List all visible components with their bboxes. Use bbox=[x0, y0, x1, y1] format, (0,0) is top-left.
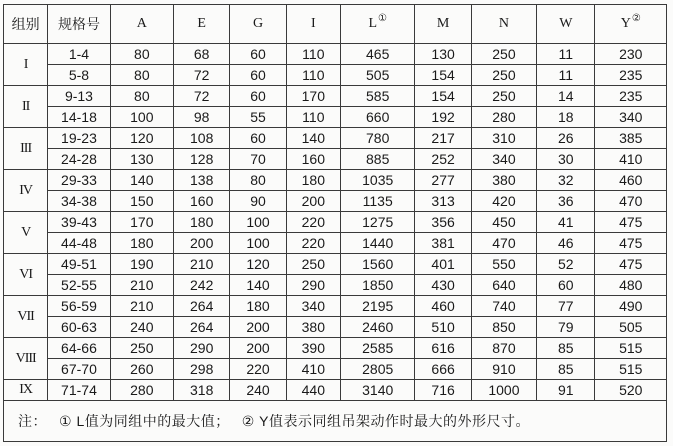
note-cell bbox=[4, 401, 667, 442]
spec-cell: 71-74 bbox=[48, 380, 110, 401]
value-cell-n: 740 bbox=[471, 296, 536, 317]
value-cell-n: 250 bbox=[471, 65, 536, 86]
header-label: 组别 bbox=[11, 16, 40, 32]
table-row bbox=[4, 107, 667, 128]
value-cell-w: 36 bbox=[537, 191, 595, 212]
value-cell-i: 180 bbox=[286, 170, 340, 191]
header-label: W bbox=[559, 16, 573, 31]
table-row bbox=[4, 65, 667, 86]
value-cell-a: 80 bbox=[110, 86, 173, 107]
spec-cell: 29-33 bbox=[48, 170, 110, 191]
value-cell-y: 490 bbox=[595, 296, 667, 317]
value-cell-w: 85 bbox=[537, 359, 595, 380]
value-cell-w: 52 bbox=[537, 254, 595, 275]
value-cell-m: 401 bbox=[415, 254, 471, 275]
spec-cell: 39-43 bbox=[48, 212, 110, 233]
spec-cell: 56-59 bbox=[48, 296, 110, 317]
value-cell-y: 475 bbox=[595, 233, 667, 254]
value-cell-g: 120 bbox=[230, 254, 286, 275]
value-cell-m: 381 bbox=[415, 233, 471, 254]
table-body bbox=[4, 44, 667, 442]
value-cell-m: 460 bbox=[415, 296, 471, 317]
value-cell-i: 200 bbox=[286, 191, 340, 212]
value-cell-m: 277 bbox=[415, 170, 471, 191]
value-cell-a: 210 bbox=[110, 296, 173, 317]
value-cell-a: 140 bbox=[110, 170, 173, 191]
spec-cell: 60-63 bbox=[48, 317, 110, 338]
value-cell-y: 515 bbox=[595, 338, 667, 359]
spec-cell: 9-13 bbox=[48, 86, 110, 107]
value-cell-w: 30 bbox=[537, 149, 595, 170]
value-cell-l: 1275 bbox=[340, 212, 414, 233]
group-cell: VI bbox=[4, 254, 48, 296]
value-cell-i: 290 bbox=[286, 275, 340, 296]
value-cell-l: 3140 bbox=[340, 380, 414, 401]
note-item: ① L值为同组中的最大值； bbox=[59, 413, 230, 429]
value-cell-g: 60 bbox=[230, 86, 286, 107]
header-cell-g bbox=[230, 5, 286, 44]
value-cell-e: 180 bbox=[174, 212, 230, 233]
value-cell-a: 150 bbox=[110, 191, 173, 212]
table-row bbox=[4, 212, 667, 233]
value-cell-i: 160 bbox=[286, 149, 340, 170]
group-cell: III bbox=[4, 128, 48, 170]
value-cell-a: 240 bbox=[110, 317, 173, 338]
value-cell-l: 2195 bbox=[340, 296, 414, 317]
value-cell-n: 850 bbox=[471, 317, 536, 338]
value-cell-n: 870 bbox=[471, 338, 536, 359]
value-cell-i: 220 bbox=[286, 233, 340, 254]
note-row bbox=[4, 401, 667, 442]
value-cell-w: 60 bbox=[537, 275, 595, 296]
value-cell-m: 716 bbox=[415, 380, 471, 401]
value-cell-i: 410 bbox=[286, 359, 340, 380]
value-cell-m: 313 bbox=[415, 191, 471, 212]
value-cell-w: 85 bbox=[537, 338, 595, 359]
value-cell-w: 14 bbox=[537, 86, 595, 107]
header-label: M bbox=[436, 16, 450, 31]
table-row bbox=[4, 296, 667, 317]
value-cell-e: 318 bbox=[174, 380, 230, 401]
value-cell-m: 130 bbox=[415, 44, 471, 65]
value-cell-y: 520 bbox=[595, 380, 667, 401]
value-cell-n: 280 bbox=[471, 107, 536, 128]
value-cell-n: 420 bbox=[471, 191, 536, 212]
spec-cell: 34-38 bbox=[48, 191, 110, 212]
value-cell-a: 80 bbox=[110, 44, 173, 65]
table-row bbox=[4, 317, 667, 338]
spec-cell: 52-55 bbox=[48, 275, 110, 296]
spec-cell: 19-23 bbox=[48, 128, 110, 149]
table-row bbox=[4, 44, 667, 65]
value-cell-w: 32 bbox=[537, 170, 595, 191]
header-cell-w bbox=[537, 5, 595, 44]
table-row bbox=[4, 359, 667, 380]
table-row bbox=[4, 380, 667, 401]
header-label: E bbox=[197, 16, 206, 31]
value-cell-g: 220 bbox=[230, 359, 286, 380]
value-cell-y: 410 bbox=[595, 149, 667, 170]
value-cell-y: 515 bbox=[595, 359, 667, 380]
value-cell-m: 666 bbox=[415, 359, 471, 380]
header-cell-i bbox=[286, 5, 340, 44]
header-cell-l bbox=[340, 5, 414, 44]
note-item: ② Y值表示同组吊架动作时最大的外形尺寸。 bbox=[241, 413, 531, 429]
value-cell-g: 240 bbox=[230, 380, 286, 401]
value-cell-i: 250 bbox=[286, 254, 340, 275]
header-label: I bbox=[310, 16, 316, 31]
value-cell-a: 260 bbox=[110, 359, 173, 380]
value-cell-l: 660 bbox=[340, 107, 414, 128]
value-cell-e: 128 bbox=[174, 149, 230, 170]
header-cell-spec bbox=[48, 5, 110, 44]
value-cell-a: 130 bbox=[110, 149, 173, 170]
value-cell-l: 585 bbox=[340, 86, 414, 107]
value-cell-e: 290 bbox=[174, 338, 230, 359]
value-cell-l: 1135 bbox=[340, 191, 414, 212]
value-cell-g: 200 bbox=[230, 338, 286, 359]
header-label: 规格号 bbox=[57, 16, 100, 32]
value-cell-i: 220 bbox=[286, 212, 340, 233]
value-cell-g: 100 bbox=[230, 212, 286, 233]
value-cell-w: 11 bbox=[537, 44, 595, 65]
value-cell-w: 79 bbox=[537, 317, 595, 338]
value-cell-a: 250 bbox=[110, 338, 173, 359]
value-cell-l: 1850 bbox=[340, 275, 414, 296]
table-row bbox=[4, 275, 667, 296]
value-cell-g: 60 bbox=[230, 65, 286, 86]
value-cell-e: 298 bbox=[174, 359, 230, 380]
value-cell-i: 380 bbox=[286, 317, 340, 338]
value-cell-w: 77 bbox=[537, 296, 595, 317]
spec-cell: 24-28 bbox=[48, 149, 110, 170]
value-cell-e: 72 bbox=[174, 86, 230, 107]
table-row bbox=[4, 149, 667, 170]
group-cell: IV bbox=[4, 170, 48, 212]
group-cell: I bbox=[4, 44, 48, 86]
table-row bbox=[4, 254, 667, 275]
value-cell-y: 475 bbox=[595, 212, 667, 233]
value-cell-n: 250 bbox=[471, 86, 536, 107]
spec-cell: 64-66 bbox=[48, 338, 110, 359]
value-cell-a: 210 bbox=[110, 275, 173, 296]
table-row bbox=[4, 86, 667, 107]
value-cell-l: 780 bbox=[340, 128, 414, 149]
header-cell-n bbox=[471, 5, 536, 44]
spec-cell: 14-18 bbox=[48, 107, 110, 128]
value-cell-l: 465 bbox=[340, 44, 414, 65]
value-cell-y: 505 bbox=[595, 317, 667, 338]
value-cell-n: 470 bbox=[471, 233, 536, 254]
value-cell-y: 460 bbox=[595, 170, 667, 191]
value-cell-e: 72 bbox=[174, 65, 230, 86]
header-cell-a bbox=[110, 5, 173, 44]
value-cell-n: 910 bbox=[471, 359, 536, 380]
value-cell-w: 18 bbox=[537, 107, 595, 128]
value-cell-w: 26 bbox=[537, 128, 595, 149]
value-cell-w: 11 bbox=[537, 65, 595, 86]
value-cell-i: 110 bbox=[286, 44, 340, 65]
value-cell-e: 200 bbox=[174, 233, 230, 254]
value-cell-e: 98 bbox=[174, 107, 230, 128]
value-cell-w: 41 bbox=[537, 212, 595, 233]
header-label: G bbox=[252, 16, 264, 31]
table-row bbox=[4, 191, 667, 212]
value-cell-g: 100 bbox=[230, 233, 286, 254]
value-cell-i: 110 bbox=[286, 107, 340, 128]
value-cell-y: 235 bbox=[595, 65, 667, 86]
value-cell-g: 140 bbox=[230, 275, 286, 296]
spec-cell: 44-48 bbox=[48, 233, 110, 254]
value-cell-e: 264 bbox=[174, 296, 230, 317]
value-cell-m: 154 bbox=[415, 65, 471, 86]
value-cell-a: 190 bbox=[110, 254, 173, 275]
value-cell-y: 340 bbox=[595, 107, 667, 128]
value-cell-n: 250 bbox=[471, 44, 536, 65]
group-cell: VIII bbox=[4, 338, 48, 380]
spec-cell: 49-51 bbox=[48, 254, 110, 275]
footnote-marker: ① bbox=[378, 13, 387, 25]
value-cell-l: 1560 bbox=[340, 254, 414, 275]
spec-cell: 5-8 bbox=[48, 65, 110, 86]
group-cell: II bbox=[4, 86, 48, 128]
spec-cell: 1-4 bbox=[48, 44, 110, 65]
value-cell-g: 55 bbox=[230, 107, 286, 128]
value-cell-n: 310 bbox=[471, 128, 536, 149]
value-cell-l: 1440 bbox=[340, 233, 414, 254]
group-cell: VII bbox=[4, 296, 48, 338]
value-cell-n: 640 bbox=[471, 275, 536, 296]
value-cell-g: 60 bbox=[230, 128, 286, 149]
value-cell-g: 180 bbox=[230, 296, 286, 317]
value-cell-m: 192 bbox=[415, 107, 471, 128]
note-prefix: 注： bbox=[18, 413, 47, 429]
value-cell-e: 242 bbox=[174, 275, 230, 296]
table-row bbox=[4, 128, 667, 149]
value-cell-a: 120 bbox=[110, 128, 173, 149]
group-cell: V bbox=[4, 212, 48, 254]
value-cell-l: 2460 bbox=[340, 317, 414, 338]
value-cell-y: 475 bbox=[595, 254, 667, 275]
header-label: Y bbox=[620, 16, 631, 31]
value-cell-i: 110 bbox=[286, 65, 340, 86]
table-header bbox=[4, 5, 667, 44]
header-cell-e bbox=[174, 5, 230, 44]
value-cell-g: 90 bbox=[230, 191, 286, 212]
value-cell-l: 885 bbox=[340, 149, 414, 170]
value-cell-n: 450 bbox=[471, 212, 536, 233]
group-cell: IX bbox=[4, 380, 48, 401]
value-cell-a: 280 bbox=[110, 380, 173, 401]
value-cell-i: 170 bbox=[286, 86, 340, 107]
value-cell-l: 2585 bbox=[340, 338, 414, 359]
value-cell-g: 80 bbox=[230, 170, 286, 191]
value-cell-a: 100 bbox=[110, 107, 173, 128]
table-row bbox=[4, 338, 667, 359]
value-cell-a: 170 bbox=[110, 212, 173, 233]
value-cell-i: 390 bbox=[286, 338, 340, 359]
value-cell-g: 70 bbox=[230, 149, 286, 170]
header-label: N bbox=[498, 16, 509, 31]
value-cell-y: 470 bbox=[595, 191, 667, 212]
value-cell-y: 385 bbox=[595, 128, 667, 149]
value-cell-e: 138 bbox=[174, 170, 230, 191]
spec-cell: 67-70 bbox=[48, 359, 110, 380]
value-cell-y: 235 bbox=[595, 86, 667, 107]
value-cell-i: 140 bbox=[286, 128, 340, 149]
value-cell-g: 60 bbox=[230, 44, 286, 65]
value-cell-n: 340 bbox=[471, 149, 536, 170]
value-cell-w: 46 bbox=[537, 233, 595, 254]
value-cell-i: 440 bbox=[286, 380, 340, 401]
value-cell-n: 380 bbox=[471, 170, 536, 191]
table-row bbox=[4, 233, 667, 254]
value-cell-m: 217 bbox=[415, 128, 471, 149]
header-cell-y bbox=[595, 5, 667, 44]
header-cell-m bbox=[415, 5, 471, 44]
value-cell-n: 1000 bbox=[471, 380, 536, 401]
value-cell-i: 340 bbox=[286, 296, 340, 317]
value-cell-m: 616 bbox=[415, 338, 471, 359]
value-cell-y: 230 bbox=[595, 44, 667, 65]
spec-table bbox=[3, 4, 667, 442]
value-cell-e: 210 bbox=[174, 254, 230, 275]
value-cell-g: 200 bbox=[230, 317, 286, 338]
value-cell-y: 480 bbox=[595, 275, 667, 296]
value-cell-a: 180 bbox=[110, 233, 173, 254]
value-cell-e: 68 bbox=[174, 44, 230, 65]
value-cell-w: 91 bbox=[537, 380, 595, 401]
value-cell-l: 2805 bbox=[340, 359, 414, 380]
value-cell-e: 160 bbox=[174, 191, 230, 212]
value-cell-e: 108 bbox=[174, 128, 230, 149]
value-cell-e: 264 bbox=[174, 317, 230, 338]
value-cell-m: 154 bbox=[415, 86, 471, 107]
value-cell-m: 356 bbox=[415, 212, 471, 233]
value-cell-a: 80 bbox=[110, 65, 173, 86]
footnote-marker: ② bbox=[631, 13, 641, 25]
value-cell-m: 510 bbox=[415, 317, 471, 338]
value-cell-l: 1035 bbox=[340, 170, 414, 191]
header-row bbox=[4, 5, 667, 44]
value-cell-m: 430 bbox=[415, 275, 471, 296]
value-cell-m: 252 bbox=[415, 149, 471, 170]
value-cell-n: 550 bbox=[471, 254, 536, 275]
value-cell-l: 505 bbox=[340, 65, 414, 86]
table-row bbox=[4, 170, 667, 191]
header-label: A bbox=[136, 16, 147, 31]
header-cell-group bbox=[4, 5, 48, 44]
header-label: L bbox=[368, 16, 377, 31]
